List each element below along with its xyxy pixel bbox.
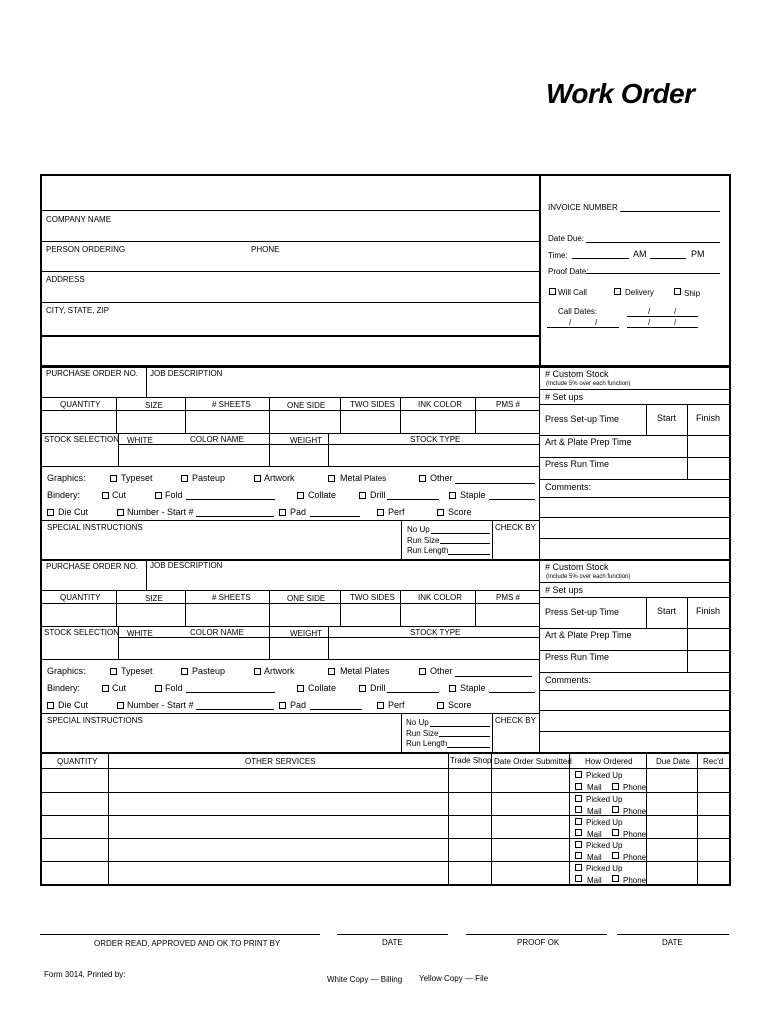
cut-label: Cut (112, 490, 127, 500)
stock-type-label: STOCK TYPE (410, 435, 461, 444)
fold-checkbox[interactable] (155, 492, 162, 499)
divider (41, 210, 539, 211)
custom-stock-label: # Custom Stock (545, 562, 609, 572)
start-label: Start (657, 606, 677, 616)
set-ups-label: # Set ups (545, 585, 584, 595)
picked-up-label: Picked Up (586, 795, 623, 804)
typeset-checkbox[interactable] (110, 475, 117, 482)
divider (328, 626, 329, 659)
sheets-label: # SHEETS (212, 400, 251, 409)
divider (116, 590, 117, 626)
sheets-label: # SHEETS (212, 593, 251, 602)
pad-line[interactable] (310, 709, 362, 710)
divider (540, 435, 729, 436)
plates-label: Plates (364, 474, 387, 483)
quantity-label: QUANTITY (60, 593, 101, 602)
fold-label: Fold (165, 683, 183, 693)
no-up-label: No Up (407, 525, 430, 534)
divider (697, 753, 698, 884)
stock-selection-label: STOCK SELECTION (44, 628, 119, 637)
divider (492, 713, 493, 753)
divider (475, 590, 476, 626)
special-instructions-label: SPECIAL INSTRUCTIONS (47, 523, 143, 532)
other-checkbox[interactable] (419, 668, 426, 675)
phone-checkbox[interactable] (612, 829, 619, 836)
die-cut-checkbox[interactable] (47, 509, 54, 516)
time-pm-line[interactable] (650, 258, 686, 259)
typeset-label: Typeset (121, 473, 153, 483)
staple-label: Staple (460, 490, 486, 500)
mail-label: Mail (587, 830, 602, 839)
picked-up-label: Picked Up (586, 771, 623, 780)
pasteup-checkbox[interactable] (181, 475, 188, 482)
other-line[interactable] (455, 676, 532, 677)
divider (448, 753, 449, 884)
start-label: Start (657, 413, 677, 423)
divider (41, 335, 540, 337)
color-name-label: COLOR NAME (190, 628, 244, 637)
picked-up-label: Picked Up (586, 864, 623, 873)
white-label: WHITE (127, 629, 153, 638)
pad-line[interactable] (310, 516, 360, 517)
divider (540, 497, 729, 498)
artwork-checkbox[interactable] (254, 668, 261, 675)
score-label: Score (448, 700, 472, 710)
divider (40, 366, 42, 560)
ink-color-label: INK COLOR (418, 400, 463, 409)
divider (646, 404, 647, 435)
will-call-label: Will Call (558, 288, 587, 297)
cut-checkbox[interactable] (102, 492, 109, 499)
divider (540, 389, 729, 390)
drill-line[interactable] (387, 499, 439, 500)
pad-label: Pad (290, 700, 307, 710)
size-label: SIZE (145, 401, 163, 410)
size-label: SIZE (145, 594, 163, 603)
run-length-line[interactable] (448, 554, 490, 555)
die-cut-label: Die Cut (58, 700, 89, 710)
divider (41, 768, 729, 769)
divider (540, 650, 729, 651)
phone-checkbox[interactable] (612, 806, 619, 813)
number-checkbox[interactable] (117, 509, 124, 516)
divider (540, 404, 729, 405)
divider (41, 626, 539, 627)
bindery-label: Bindery: (47, 490, 81, 500)
proof-date-line[interactable] (617, 934, 729, 935)
divider (401, 713, 402, 753)
proof-ok-line[interactable] (466, 934, 607, 935)
quantity-header: QUANTITY (57, 757, 98, 766)
custom-stock-label: # Custom Stock (545, 369, 609, 379)
delivery-label: Delivery (625, 288, 654, 297)
fold-line[interactable] (186, 692, 275, 693)
typeset-checkbox[interactable] (110, 668, 117, 675)
job-description-label: JOB DESCRIPTION (150, 561, 223, 570)
person-ordering-label: PERSON ORDERING (46, 245, 126, 254)
check-by-label: CHECK BY (495, 523, 536, 532)
divider (146, 367, 147, 397)
mail-label: Mail (587, 853, 602, 862)
run-size-line[interactable] (439, 736, 490, 737)
picked-up-checkbox[interactable] (575, 795, 582, 802)
graphics-label: Graphics: (47, 666, 86, 676)
no-up-line[interactable] (431, 533, 490, 534)
address-label: ADDRESS (46, 275, 85, 284)
date-label-2: DATE (662, 938, 683, 947)
no-up-label: No Up (406, 718, 429, 727)
divider (118, 444, 539, 445)
press-setup-time-label: Press Set-up Time (545, 607, 620, 617)
number-start-line[interactable] (196, 709, 274, 710)
staple-checkbox[interactable] (449, 685, 456, 692)
run-size-line[interactable] (440, 543, 490, 544)
perf-checkbox[interactable] (377, 702, 384, 709)
proof-date-label: Proof Date: (548, 267, 589, 276)
divider (539, 560, 540, 753)
drill-checkbox[interactable] (359, 685, 366, 692)
picked-up-checkbox[interactable] (575, 841, 582, 848)
collate-checkbox[interactable] (297, 685, 304, 692)
divider (729, 366, 731, 560)
mail-label: Mail (587, 876, 602, 885)
divider (40, 752, 731, 754)
run-length-label: Run Length (406, 739, 448, 748)
quantity-label: QUANTITY (60, 400, 101, 409)
divider (340, 397, 341, 433)
divider (540, 710, 729, 711)
divider (108, 753, 109, 884)
phone-label: Phone (623, 853, 647, 862)
stock-selection-label: STOCK SELECTION (44, 435, 119, 444)
staple-checkbox[interactable] (449, 492, 456, 499)
proof-date-line[interactable] (586, 273, 720, 274)
fold-label: Fold (165, 490, 183, 500)
divider (40, 559, 731, 561)
drill-label: Drill (370, 490, 386, 500)
divider (540, 628, 729, 629)
other-line[interactable] (455, 483, 535, 484)
divider (569, 753, 570, 884)
phone-label: Phone (623, 876, 647, 885)
drill-checkbox[interactable] (359, 492, 366, 499)
pasteup-checkbox[interactable] (181, 668, 188, 675)
am-label: AM (633, 249, 647, 259)
mail-label: Mail (587, 783, 602, 792)
slash: / (648, 307, 651, 316)
date-order-submitted-header: Date Order Submitted (494, 757, 572, 766)
ship-label: Ship (684, 289, 701, 298)
divider (41, 466, 539, 467)
proof-ok-label: PROOF OK (517, 938, 560, 947)
page-title: Work Order (546, 78, 695, 109)
staple-line[interactable] (489, 692, 535, 693)
divider (269, 590, 270, 626)
divider (41, 302, 539, 303)
divider (540, 597, 729, 598)
phone-label: PHONE (251, 245, 280, 254)
one-side-label: ONE SIDE (287, 594, 326, 603)
bindery-label: Bindery: (47, 683, 81, 693)
die-cut-checkbox[interactable] (47, 702, 54, 709)
divider (269, 626, 270, 659)
divider (185, 590, 186, 626)
picked-up-checkbox[interactable] (575, 771, 582, 778)
purchase-order-label: PURCHASE ORDER NO. (46, 562, 139, 571)
job-description-label: JOB DESCRIPTION (150, 369, 223, 378)
color-name-label: COLOR NAME (190, 435, 244, 444)
slash: / (674, 318, 677, 327)
picked-up-checkbox[interactable] (575, 864, 582, 871)
approval-date-line[interactable] (337, 934, 448, 935)
divider (687, 597, 688, 672)
approval-signature-line[interactable] (40, 934, 320, 935)
divider (41, 433, 539, 434)
divider (41, 241, 539, 242)
divider (41, 713, 539, 714)
picked-up-label: Picked Up (586, 841, 623, 850)
finish-label: Finish (696, 606, 721, 616)
slash: / (648, 318, 651, 327)
score-checkbox[interactable] (437, 702, 444, 709)
company-name-label: COMPANY NAME (46, 215, 112, 224)
mail-checkbox[interactable] (575, 806, 582, 813)
divider (540, 479, 729, 480)
divider (475, 397, 476, 433)
custom-stock-note: (Include 5% over each function) (546, 574, 631, 580)
divider (146, 560, 147, 590)
perf-checkbox[interactable] (377, 509, 384, 516)
comments-label: Comments: (545, 482, 592, 492)
mail-checkbox[interactable] (575, 852, 582, 859)
trade-shop-header: Trade Shop (450, 756, 492, 765)
weight-label: WEIGHT (290, 629, 322, 638)
divider (540, 582, 729, 583)
divider (729, 559, 731, 753)
other-checkbox[interactable] (419, 475, 426, 482)
slash: / (569, 318, 572, 327)
how-ordered-header: How Ordered (585, 757, 633, 766)
phone-checkbox[interactable] (612, 783, 619, 790)
divider (646, 597, 647, 628)
divider (729, 752, 731, 886)
score-checkbox[interactable] (437, 509, 444, 516)
time-label: Time: (548, 251, 568, 260)
pad-label: Pad (290, 507, 307, 517)
run-length-label: Run Length (407, 546, 449, 555)
number-start-label: Number - Start # (127, 700, 194, 710)
divider (41, 271, 539, 272)
special-instructions-label: SPECIAL INSTRUCTIONS (47, 716, 143, 725)
pms-label: PMS # (496, 593, 521, 602)
two-sides-label: TWO SIDES (350, 593, 395, 602)
artwork-checkbox[interactable] (254, 475, 261, 482)
date-label-1: DATE (382, 938, 403, 947)
metal-label: Metal (340, 473, 363, 483)
art-plate-prep-label: Art & Plate Prep Time (545, 437, 632, 447)
collate-checkbox[interactable] (297, 492, 304, 499)
one-side-label: ONE SIDE (287, 401, 326, 410)
phone-checkbox[interactable] (612, 875, 619, 882)
die-cut-label: Die Cut (58, 507, 89, 517)
call-date-2[interactable] (547, 327, 619, 328)
set-ups-label: # Set ups (545, 392, 584, 402)
date-due-line[interactable] (586, 242, 720, 243)
divider (400, 590, 401, 626)
divider (540, 690, 729, 691)
other-label: Other (430, 473, 453, 483)
phone-label: Phone (623, 783, 647, 792)
mail-checkbox[interactable] (575, 783, 582, 790)
cut-label: Cut (112, 683, 127, 693)
divider (118, 626, 119, 659)
time-am-line[interactable] (572, 258, 629, 259)
divider (540, 538, 729, 539)
finish-label: Finish (696, 413, 721, 423)
divider (540, 457, 729, 458)
metal-plates-checkbox[interactable] (328, 668, 335, 675)
divider (540, 517, 729, 518)
picked-up-checkbox[interactable] (575, 818, 582, 825)
number-start-line[interactable] (196, 516, 274, 517)
call-date-3[interactable] (627, 327, 698, 328)
custom-stock-note: (Include 5% over each function) (546, 381, 631, 387)
divider (269, 397, 270, 433)
divider (539, 367, 540, 560)
divider (116, 397, 117, 433)
divider (41, 520, 539, 521)
two-sides-label: TWO SIDES (350, 400, 395, 409)
perf-label: Perf (388, 700, 405, 710)
divider (40, 559, 42, 753)
pasteup-label: Pasteup (192, 666, 226, 676)
ship-checkbox[interactable] (674, 288, 681, 295)
delivery-checkbox[interactable] (614, 288, 621, 295)
collate-label: Collate (308, 683, 337, 693)
divider (492, 520, 493, 560)
divider (41, 659, 539, 660)
invoice-number-line[interactable] (620, 211, 720, 212)
divider (491, 753, 492, 884)
stock-type-label: STOCK TYPE (410, 628, 461, 637)
divider (539, 175, 541, 366)
mail-label: Mail (587, 807, 602, 816)
drill-line[interactable] (387, 692, 439, 693)
metal-plates-checkbox[interactable] (328, 475, 335, 482)
white-copy-label: White Copy — Billing (327, 975, 403, 984)
city-state-zip-label: CITY, STATE, ZIP (46, 306, 110, 315)
artwork-label: Artwork (264, 666, 295, 676)
divider (340, 590, 341, 626)
pasteup-label: Pasteup (192, 473, 226, 483)
staple-label: Staple (460, 683, 486, 693)
press-setup-time-label: Press Set-up Time (545, 414, 620, 424)
no-up-line[interactable] (430, 726, 490, 727)
pm-label: PM (691, 249, 705, 259)
divider (269, 433, 270, 466)
phone-checkbox[interactable] (612, 852, 619, 859)
divider (400, 397, 401, 433)
divider (40, 752, 42, 886)
divider (540, 672, 729, 673)
pms-label: PMS # (496, 400, 521, 409)
mail-checkbox[interactable] (575, 875, 582, 882)
fold-line[interactable] (186, 499, 275, 500)
check-by-label: CHECK BY (495, 716, 536, 725)
run-size-label: Run Size (406, 729, 439, 738)
divider (540, 731, 729, 732)
typeset-label: Typeset (121, 666, 153, 676)
run-size-label: Run Size (407, 536, 440, 545)
divider (118, 637, 539, 638)
recd-header: Rec'd (703, 757, 724, 766)
staple-line[interactable] (489, 499, 535, 500)
metal-plates-label: Metal Plates (340, 666, 390, 676)
pad-checkbox[interactable] (279, 509, 286, 516)
press-run-time-label: Press Run Time (545, 459, 610, 469)
picked-up-label: Picked Up (586, 818, 623, 827)
fold-checkbox[interactable] (155, 685, 162, 692)
art-plate-prep-label: Art & Plate Prep Time (545, 630, 632, 640)
order-read-label: ORDER READ, APPROVED AND OK TO PRINT BY (94, 939, 281, 948)
divider (118, 433, 119, 466)
white-label: WHITE (127, 436, 153, 445)
call-date-1[interactable] (627, 316, 698, 317)
due-date-header: Due Date (656, 757, 690, 766)
slash: / (674, 307, 677, 316)
drill-label: Drill (370, 683, 386, 693)
slash: / (595, 318, 598, 327)
comments-label: Comments: (545, 675, 592, 685)
number-checkbox[interactable] (117, 702, 124, 709)
ink-color-label: INK COLOR (418, 593, 463, 602)
yellow-copy-label: Yellow Copy — File (419, 974, 489, 983)
cut-checkbox[interactable] (102, 685, 109, 692)
weight-label: WEIGHT (290, 436, 322, 445)
will-call-checkbox[interactable] (549, 288, 556, 295)
divider (185, 397, 186, 433)
perf-label: Perf (388, 507, 405, 517)
divider (687, 404, 688, 479)
invoice-number-label: INVOICE NUMBER (548, 203, 618, 212)
divider (40, 366, 731, 368)
press-run-time-label: Press Run Time (545, 652, 610, 662)
divider (646, 753, 647, 884)
pad-checkbox[interactable] (279, 702, 286, 709)
run-length-line[interactable] (447, 747, 490, 748)
other-label: Other (430, 666, 453, 676)
mail-checkbox[interactable] (575, 829, 582, 836)
divider (328, 433, 329, 466)
purchase-order-label: PURCHASE ORDER NO. (46, 369, 139, 378)
graphics-label: Graphics: (47, 473, 86, 483)
call-dates-label: Call Dates: (558, 307, 598, 316)
artwork-label: Artwork (264, 473, 295, 483)
form-number: Form 3014, Printed by: (44, 970, 126, 979)
collate-label: Collate (308, 490, 337, 500)
number-start-label: Number - Start # (127, 507, 194, 517)
phone-label: Phone (623, 830, 647, 839)
phone-label: Phone (623, 807, 647, 816)
divider (401, 520, 402, 560)
other-services-header: OTHER SERVICES (245, 757, 316, 766)
date-due-label: Date Due: (548, 234, 585, 243)
score-label: Score (448, 507, 472, 517)
